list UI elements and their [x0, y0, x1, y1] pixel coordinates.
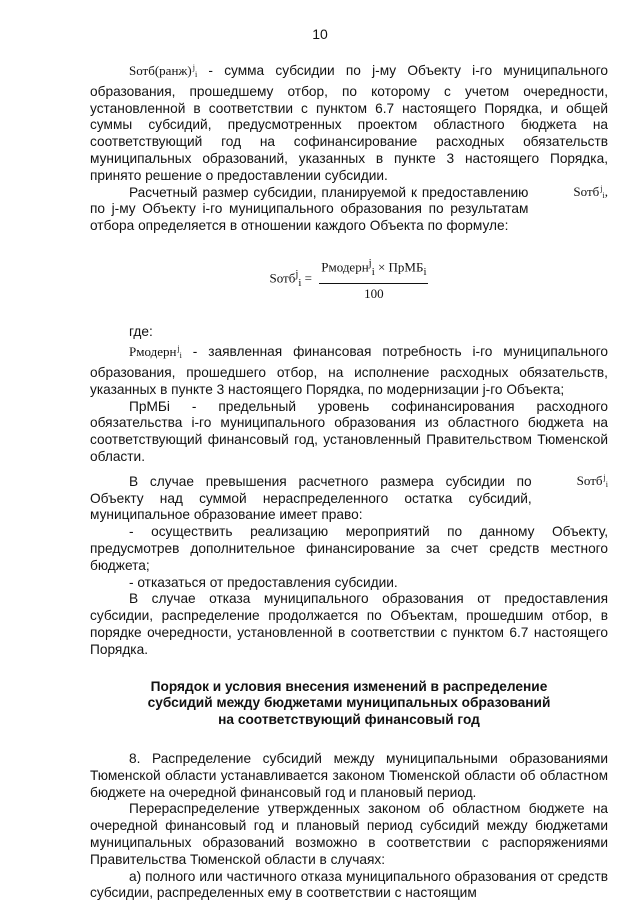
section-heading: Порядок и условия внесения изменений в распределение субсидий между бюджетами муниципальных образований на соответствующий финансовый год	[147, 678, 551, 728]
paragraph-8: 8. Распределение субсидий между муниципальными образованиями Тюменской области устанавливается законом Тюменской области об областном бюджете на очередной финансовый год и плановый период.	[90, 751, 608, 800]
option-refuse-subsidy: - отказаться от предоставления субсидии.	[129, 574, 398, 590]
document-body	[90, 60, 608, 902]
definition-rmodern: Рмодерн$^j_i$ - заявленная финансовая потребность i-го муниципального образования, прошедшего отбор, на исполнение расходных обязательств, указанных в пункте 3 настоящего Порядка, по модернизации j-го Объекта;	[90, 344, 608, 397]
page-number: 10	[312, 26, 328, 42]
formula-fraction	[319, 255, 428, 303]
formula-numerator: Рмодерн$^j_i$ × ПрМБ$_i$	[319, 255, 428, 284]
paragraph-ranked-subsidy: Sотб(ранж)$^j_i$ - сумма субсидии по j-му Объекту i-го муниципального образования, прошедшему отбор, по которому с учетом очередности, установленной в соответствии с пунктом 6.7 настоящего Порядка, и общей суммы субсидий, предусмотренных проектом областного бюджета на соответствующий год на софинансирование расходных обязательств муниципальных образований, указанных в пункте 3 настоящего Порядка, принято решение о предоставлении субсидии.	[90, 63, 608, 183]
formula-rmodern: Рмодерн$^j_i$	[129, 344, 182, 361]
paragraph-redistribution: Перераспределение утвержденных законом об областном бюджете на очередной финансовый год и плановый период субсидий между бюджетами муниципальных образований возможно в соответствии с распоряжениями Правительства Тюменской области в случаях:	[90, 801, 608, 867]
where-label: где:	[129, 324, 153, 340]
paragraph-refusal: В случае отказа муниципального образования от предоставления субсидии, распределение продолжается по Объектам, прошедшим отбор, в порядке очередности, установленной в соответствии с пунктом 6.7 настоящего Порядка.	[90, 591, 608, 657]
case-a: а) полного или частичного отказа муниципального образования от средств субсидии, распределенных ему в соответствии с настоящим	[90, 868, 608, 901]
formula-s-select-2: Sотб$^j_i$	[576, 472, 608, 489]
formula-s-ranked: Sотб(ранж)$^j_i$	[129, 63, 198, 79]
formula-denominator: 100	[364, 285, 384, 301]
definition-prmb: ПрМБi - предельный уровень софинансирования расходного обязательства i-го муниципального образования из областного бюджета на соответствующий финансовый год, установленный Правительством Тюменской области.	[90, 398, 608, 465]
main-formula	[90, 255, 608, 303]
formula-s-select: Sотб$^j_i$,	[573, 183, 608, 200]
option-additional-financing: - осуществить реализацию мероприятий по данному Объекту, предусмотрев дополнительное финансирование за счет средств местного бюджета;	[90, 524, 608, 573]
paragraph-exceed: Sотб$^j_i$ В случае превышения расчетного размера субсидии по Объекту над суммой нераспределенного остатка субсидий, муниципальное образование имеет право:	[90, 474, 608, 524]
paragraph-calculated-size: Sотб$^j_i$, Расчетный размер субсидии, планируемой к предоставлению по j-му Объекту i-го муниципального образования по результатам отбора определяется в отношении каждого Объекта по формуле:	[90, 185, 608, 235]
formula-lhs: Sотб$^j_i$ =	[269, 267, 312, 289]
